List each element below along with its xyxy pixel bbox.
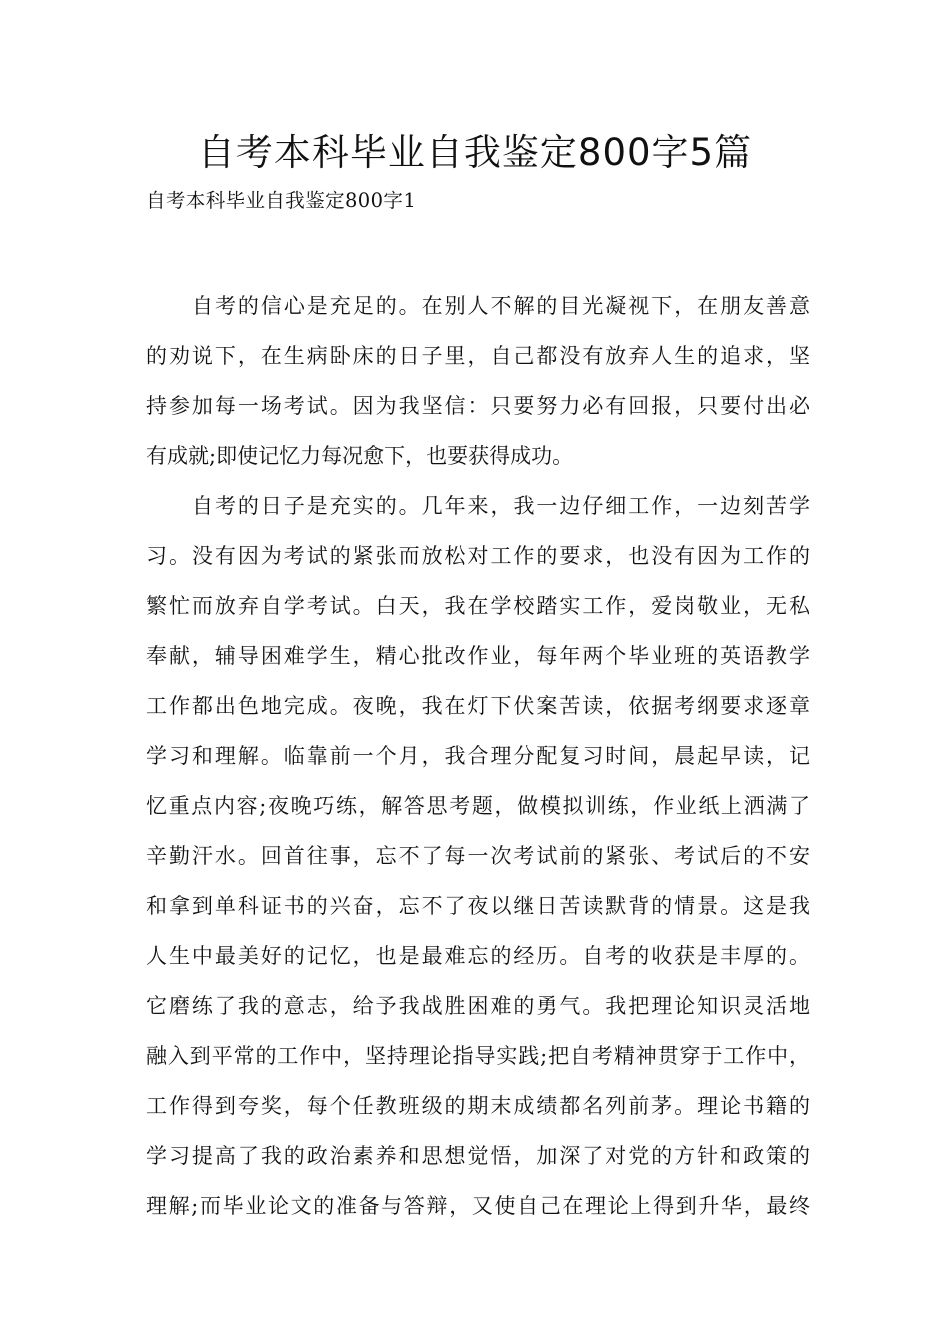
text-line: 忆重点内容;夜晚巧练，解答思考题，做模拟训练，作业纸上洒满了 [146,794,810,818]
section-subtitle: 自考本科毕业自我鉴定800字1 [146,189,417,212]
document-title: 自考本科毕业自我鉴定800字5篇 [197,131,753,174]
text-line: 繁忙而放弃自学考试。白天，我在学校踏实工作，爱岗敬业，无私 [146,594,810,618]
text-line: 自考的日子是充实的。几年来，我一边仔细工作，一边刻苦学 [192,494,810,518]
text-line: 学习和理解。临靠前一个月，我合理分配复习时间，晨起早读，记 [146,744,810,768]
text-line: 它磨练了我的意志，给予我战胜困难的勇气。我把理论知识灵活地 [146,994,810,1018]
text-line: 和拿到单科证书的兴奋，忘不了夜以继日苦读默背的情景。这是我 [146,894,810,918]
text-line: 的劝说下，在生病卧床的日子里，自己都没有放弃人生的追求，坚 [146,344,810,368]
text-line: 习。没有因为考试的紧张而放松对工作的要求，也没有因为工作的 [146,544,810,568]
text-line: 工作都出色地完成。夜晚，我在灯下伏案苦读，依据考纲要求逐章 [146,694,810,718]
text-line: 工作得到夸奖，每个任教班级的期末成绩都名列前茅。理论书籍的 [146,1094,810,1118]
text-line: 辛勤汗水。回首往事，忘不了每一次考试前的紧张、考试后的不安 [146,844,810,868]
text-line: 人生中最美好的记忆，也是最难忘的经历。自考的收获是丰厚的。 [146,944,810,968]
text-line: 融入到平常的工作中，坚持理论指导实践;把自考精神贯穿于工作中， [146,1044,810,1068]
text-line: 自考的信心是充足的。在别人不解的目光凝视下，在朋友善意 [192,294,810,318]
text-line: 理解;而毕业论文的准备与答辩，又使自己在理论上得到升华，最终 [146,1194,810,1218]
text-line: 持参加每一场考试。因为我坚信：只要努力必有回报，只要付出必 [146,394,810,418]
paragraph-1 [146,281,810,481]
text-line: 有成就;即使记忆力每况愈下，也要获得成功。 [146,444,574,468]
text-line: 学习提高了我的政治素养和思想觉悟，加深了对党的方针和政策的 [146,1144,810,1168]
paragraph-2 [146,481,810,1231]
text-line: 奉献，辅导困难学生，精心批改作业，每年两个毕业班的英语教学 [146,644,810,668]
document-body [146,281,810,1231]
